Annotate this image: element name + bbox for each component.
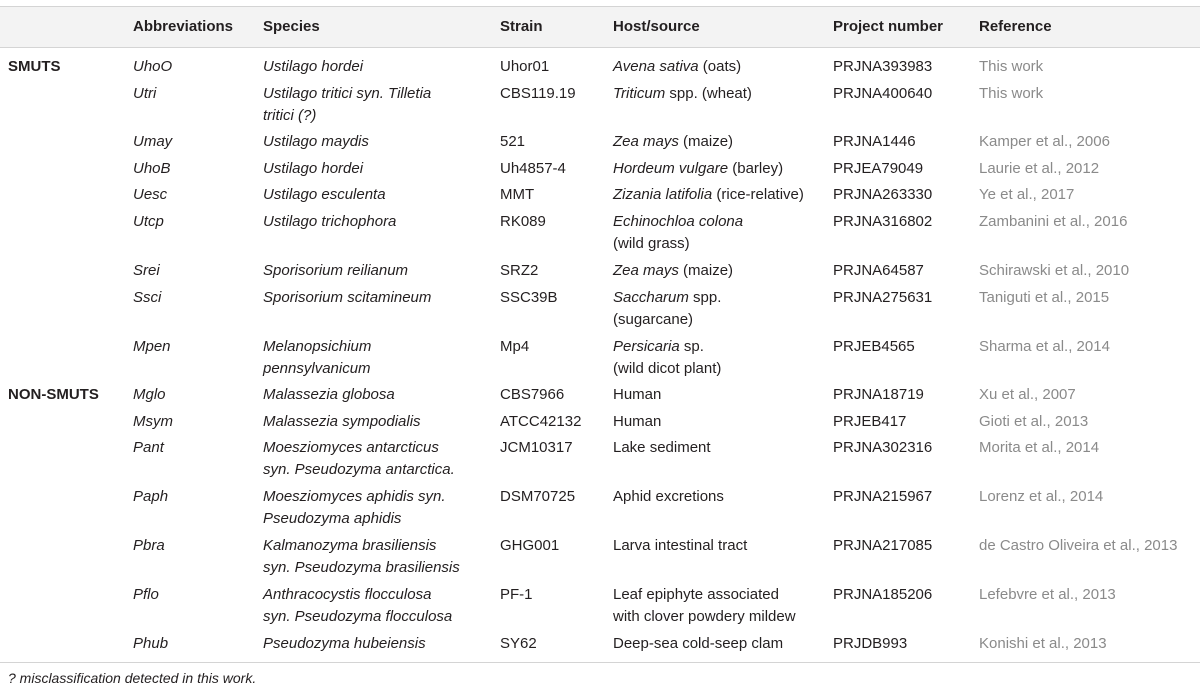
cell-abbreviation: Uesc [133,186,168,203]
cell-reference: This work [979,85,1044,102]
cell-abbreviation: UhoB [133,160,171,177]
cell-abbreviation: UhoO [133,58,173,75]
header-rule [0,47,1200,48]
header-reference: Reference [979,18,1052,35]
cell-strain: 521 [500,133,526,150]
cell-project: PRJNA185206 [833,586,933,603]
cell-reference: Morita et al., 2014 [979,439,1100,456]
cell-host: Echinochloa colona (wild grass) [613,213,744,252]
cell-strain: Uh4857-4 [500,160,566,177]
group-smuts: SMUTS [8,58,61,75]
group-nonsmuts: NON-SMUTS [8,386,99,403]
cell-species: Malassezia sympodialis [263,413,421,430]
cell-host: Human [613,386,662,403]
cell-strain: ATCC42132 [500,413,582,430]
cell-host: Aphid excretions [613,488,724,505]
cell-species: Ustilago esculenta [263,186,386,203]
cell-strain: PF-1 [500,586,533,603]
cell-reference: Zambanini et al., 2016 [979,213,1128,230]
cell-strain: MMT [500,186,535,203]
cell-abbreviation: Utcp [133,213,164,230]
cell-strain: Uhor01 [500,58,550,75]
cell-host: Persicaria sp. (wild dicot plant) [613,338,722,377]
cell-reference: Taniguti et al., 2015 [979,289,1110,306]
cell-abbreviation: Paph [133,488,169,505]
cell-project: PRJNA393983 [833,58,933,75]
cell-project: PRJNA275631 [833,289,933,306]
cell-abbreviation: Pant [133,439,164,456]
cell-species: Ustilago hordei [263,58,364,75]
cell-species: Ustilago maydis [263,133,369,150]
header-abbreviations: Abbreviations [133,18,234,35]
cell-host: Zea mays (maize) [613,262,734,279]
cell-strain: CBS7966 [500,386,565,403]
cell-species: Sporisorium reilianum [263,262,409,279]
cell-abbreviation: Pbra [133,537,165,554]
cell-abbreviation: Ssci [133,289,162,306]
cell-project: PRJNA64587 [833,262,924,279]
cell-species: Moesziomyces antarcticus syn. Pseudozyma antarctica. [263,439,455,478]
header-strain: Strain [500,18,543,35]
cell-host: Lake sediment [613,439,711,456]
bottom-rule [0,662,1200,663]
cell-abbreviation: Srei [133,262,160,279]
cell-project: PRJNA263330 [833,186,933,203]
cell-project: PRJDB993 [833,635,908,652]
cell-project: PRJNA18719 [833,386,924,403]
cell-strain: RK089 [500,213,546,230]
cell-strain: GHG001 [500,537,560,554]
header-project: Project number [833,18,944,35]
cell-abbreviation: Umay [133,133,173,150]
cell-host: Human [613,413,662,430]
cell-species: Kalmanozyma brasiliensis syn. Pseudozyma brasiliensis [263,537,460,576]
cell-species: Sporisorium scitamineum [263,289,432,306]
cell-reference: de Castro Oliveira et al., 2013 [979,537,1178,554]
cell-host: Leaf epiphyte associated with clover powdery mildew [613,586,796,625]
cell-project: PRJNA217085 [833,537,933,554]
cell-reference: Laurie et al., 2012 [979,160,1100,177]
cell-host: Avena sativa (oats) [613,58,742,75]
cell-species: Moesziomyces aphidis syn. Pseudozyma aphidis [263,488,446,527]
cell-host: Zizania latifolia (rice-relative) [613,186,804,203]
cell-reference: Sharma et al., 2014 [979,338,1110,355]
cell-species: Malassezia globosa [263,386,395,403]
cell-species: Melanopsichium pennsylvanicum [263,338,372,377]
cell-reference: This work [979,58,1044,75]
cell-project: PRJEA79049 [833,160,924,177]
header-host: Host/source [613,18,700,35]
cell-project: PRJEB4565 [833,338,915,355]
cell-reference: Kamper et al., 2006 [979,133,1110,150]
cell-species: Anthracocystis flocculosa syn. Pseudozyma flocculosa [263,586,453,625]
cell-project: PRJNA400640 [833,85,933,102]
cell-strain: SSC39B [500,289,558,306]
cell-abbreviation: Utri [133,85,157,102]
footnote: ? misclassification detected in this work. [8,670,257,686]
cell-project: PRJNA1446 [833,133,916,150]
cell-host: Hordeum vulgare (barley) [613,160,784,177]
cell-host: Triticum spp. (wheat) [613,85,752,102]
cell-host: Saccharum spp. (sugarcane) [613,289,722,328]
cell-abbreviation: Mglo [133,386,166,403]
cell-project: PRJNA302316 [833,439,933,456]
cell-strain: DSM70725 [500,488,576,505]
cell-strain: SRZ2 [500,262,539,279]
cell-abbreviation: Mpen [133,338,171,355]
cell-strain: JCM10317 [500,439,573,456]
cell-project: PRJNA316802 [833,213,933,230]
cell-reference: Ye et al., 2017 [979,186,1075,203]
cell-host: Zea mays (maize) [613,133,734,150]
cell-project: PRJEB417 [833,413,907,430]
cell-abbreviation: Pflo [133,586,159,603]
cell-species: Ustilago trichophora [263,213,397,230]
cell-abbreviation: Phub [133,635,169,652]
cell-reference: Schirawski et al., 2010 [979,262,1130,279]
cell-strain: SY62 [500,635,537,652]
cell-host: Larva intestinal tract [613,537,748,554]
cell-abbreviation: Msym [133,413,173,430]
cell-reference: Lorenz et al., 2014 [979,488,1104,505]
cell-reference: Xu et al., 2007 [979,386,1076,403]
cell-species: Pseudozyma hubeiensis [263,635,426,652]
cell-species: Ustilago hordei [263,160,364,177]
cell-reference: Konishi et al., 2013 [979,635,1107,652]
cell-host: Deep-sea cold-seep clam [613,635,784,652]
cell-strain: CBS119.19 [500,85,576,102]
header-species: Species [263,18,320,35]
cell-reference: Gioti et al., 2013 [979,413,1089,430]
cell-strain: Mp4 [500,338,530,355]
cell-reference: Lefebvre et al., 2013 [979,586,1116,603]
cell-species: Ustilago tritici syn. Tilletia tritici (?) [263,85,432,124]
cell-project: PRJNA215967 [833,488,933,505]
